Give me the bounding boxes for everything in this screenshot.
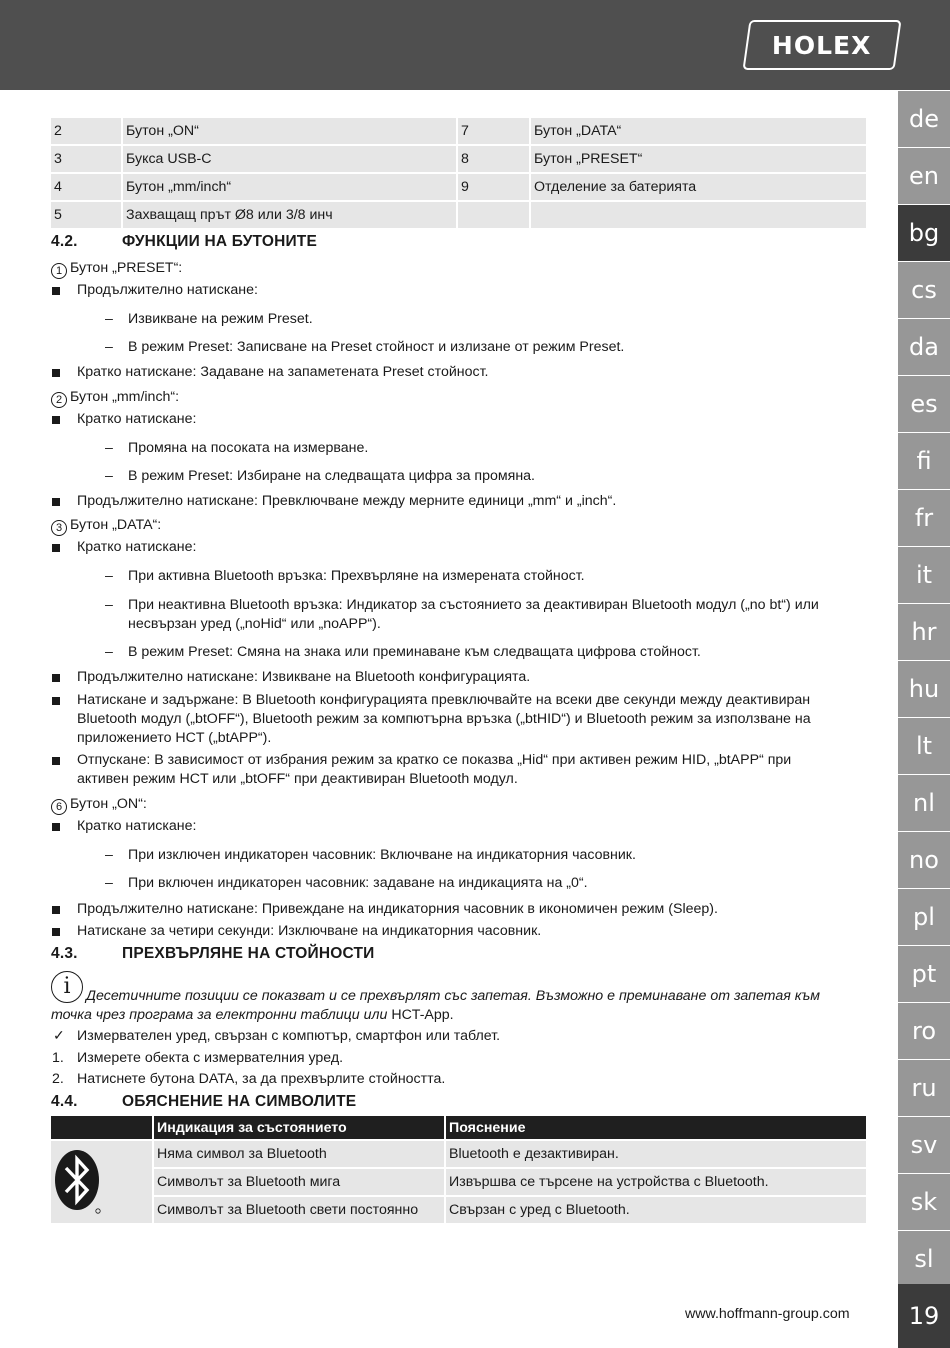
table-row — [51, 1167, 866, 1195]
table-cell: 9 — [458, 174, 531, 200]
footer-url[interactable]: www.hoffmann-group.com — [685, 1306, 850, 1322]
bullet-square-icon — [52, 906, 60, 914]
lang-tab-sk[interactable]: sk — [898, 1174, 950, 1230]
lang-tab-en[interactable]: en — [898, 148, 950, 204]
data-button-heading: 3 Бутон „DATA“: — [51, 516, 161, 536]
section-heading-4-3: 4.3. ПРЕХВЪРЛЯНЕ НА СТОЙНОСТИ — [51, 945, 375, 962]
lang-tab-fr[interactable]: fr — [898, 490, 950, 546]
info-note-continuation: точка чрез програма за електронни таблици или HCT-App. — [51, 1007, 454, 1023]
list-item: Извикване на режим Preset. — [128, 311, 313, 327]
list-item: Продължително натискане: Привеждане на индикаторния часовник в икономичен режим (Sleep). — [77, 901, 718, 917]
lang-tab-pl[interactable]: pl — [898, 889, 950, 945]
symbols-table — [51, 1116, 866, 1223]
table-cell: Бутон „PRESET“ — [531, 146, 866, 172]
table-header: Индикация за състоянието — [154, 1116, 446, 1139]
lang-tab-sl[interactable]: sl — [898, 1231, 950, 1287]
bullet-square-icon — [52, 757, 60, 765]
lang-tab-ru[interactable]: ru — [898, 1060, 950, 1116]
lang-tab-de[interactable]: de — [898, 91, 950, 147]
table-row — [51, 1139, 866, 1167]
lang-tab-nl[interactable]: nl — [898, 775, 950, 831]
step-number: 2. — [52, 1071, 64, 1087]
dash-icon: – — [105, 468, 113, 484]
bluetooth-icon — [53, 1149, 101, 1215]
dash-icon: – — [105, 339, 113, 355]
table-cell: 7 — [458, 118, 531, 144]
list-item: При изключен индикаторен часовник: Включване на индикаторния часовник. — [128, 847, 636, 863]
info-icon: i — [51, 971, 83, 1003]
table-header: Пояснение — [446, 1116, 866, 1139]
preset-button-heading: 1 Бутон „PRESET“: — [51, 259, 182, 279]
bullet-square-icon — [52, 544, 60, 552]
lang-tab-sv[interactable]: sv — [898, 1117, 950, 1173]
table-cell: Няма символ за Bluetooth — [154, 1139, 446, 1167]
lang-tab-hr[interactable]: hr — [898, 604, 950, 660]
list-item: Промяна на посоката на измерване. — [128, 440, 369, 456]
dash-icon: – — [105, 847, 113, 863]
list-item: Отпускане: В зависимост от избрания режим за кратко се показва „Hid“ при активен режим HID, „btAPP“ при — [77, 752, 792, 768]
table-cell: Захващащ прът Ø8 или 3/8 инч — [123, 202, 458, 228]
mm-inch-button-heading: 2 Бутон „mm/inch“: — [51, 388, 179, 408]
table-cell: 4 — [51, 174, 123, 200]
lang-tab-bg[interactable]: bg — [898, 205, 950, 261]
page-header — [0, 0, 950, 90]
bullet-square-icon — [52, 498, 60, 506]
table-row — [51, 118, 866, 144]
list-item: При неактивна Bluetooth връзка: Индикатор за състоянието за деактивиран Bluetooth модул („no bt“) или — [128, 597, 819, 613]
list-item: В режим Preset: Избиране на следващата цифра за промяна. — [128, 468, 536, 484]
table-cell: Букса USB-C — [123, 146, 458, 172]
lang-tab-cs[interactable]: cs — [898, 262, 950, 318]
table-row — [51, 1195, 866, 1223]
page-number: 19 — [898, 1284, 950, 1348]
list-item: Кратко натискане: — [77, 411, 197, 427]
table-cell: Символът за Bluetooth свети постоянно — [154, 1195, 446, 1223]
holex-logo: HOLEX — [742, 20, 901, 70]
circled-number: 3 — [51, 520, 67, 536]
list-item-continuation: активен режим HCT или „btOFF“ при деактивиран Bluetooth модул. — [77, 771, 518, 787]
section-heading-4-2: 4.2. ФУНКЦИИ НА БУТОНИТЕ — [51, 233, 318, 250]
list-item: Натискане за четири секунди: Изключване на индикаторния часовник. — [77, 923, 542, 939]
language-sidebar — [898, 90, 950, 1348]
list-item: При активна Bluetooth връзка: Прехвърляне на измерената стойност. — [128, 568, 585, 584]
table-cell: Отделение за батерията — [531, 174, 866, 200]
table-cell: Бутон „DATA“ — [531, 118, 866, 144]
list-item: При включен индикаторен часовник: задаване на индикацията на „0“. — [128, 875, 588, 891]
list-item: Натискане и задържане: В Bluetooth конфигурацията превключвайте на всеки две секунди между деактивиран — [77, 692, 811, 708]
table-cell: 3 — [51, 146, 123, 172]
table-cell: 8 — [458, 146, 531, 172]
symbol-cell — [51, 1139, 154, 1223]
lang-tab-fi[interactable]: fi — [898, 433, 950, 489]
table-cell — [531, 202, 866, 228]
dash-icon: – — [105, 644, 113, 660]
table-cell: 2 — [51, 118, 123, 144]
list-item-continuation: Bluetooth модул („btOFF“), Bluetooth режим за компютърна връзка („btHID“) и Bluetooth режим за използване на — [77, 711, 811, 727]
info-note: Десетичните позиции се показват и се прехвърлят със запетая. Възможно е преминаване от запетая към — [86, 988, 820, 1004]
table-cell: 5 — [51, 202, 123, 228]
list-item: Продължително натискане: Превключване между мерните единици „mm“ и „inch“. — [77, 493, 617, 509]
table-cell: Извършва се търсене на устройства с Bluetooth. — [446, 1167, 866, 1195]
lang-tab-es[interactable]: es — [898, 376, 950, 432]
table-cell: Символът за Bluetooth мига — [154, 1167, 446, 1195]
bullet-square-icon — [52, 823, 60, 831]
prerequisite-item: Измервателен уред, свързан с компютър, смартфон или таблет. — [77, 1028, 501, 1044]
section-heading-4-4: 4.4. ОБЯСНЕНИЕ НА СИМВОЛИТЕ — [51, 1093, 357, 1110]
table-cell: Бутон „ON“ — [123, 118, 458, 144]
circled-number: 6 — [51, 799, 67, 815]
bullet-square-icon — [52, 697, 60, 705]
step-item: Натиснете бутона DATA, за да прехвърлите стойността. — [77, 1071, 446, 1087]
lang-tab-pt[interactable]: pt — [898, 946, 950, 1002]
list-item: В режим Preset: Записване на Preset стойност и излизане от режим Preset. — [128, 339, 625, 355]
list-item: Кратко натискане: Задаване на запаметената Preset стойност. — [77, 364, 489, 380]
dash-icon: – — [105, 875, 113, 891]
lang-tab-da[interactable]: da — [898, 319, 950, 375]
step-item: Измерете обекта с измервателния уред. — [77, 1050, 344, 1066]
dash-icon: – — [105, 597, 113, 613]
list-item: Кратко натискане: — [77, 818, 197, 834]
list-item: В режим Preset: Смяна на знака или преминаване към следващата цифрова стойност. — [128, 644, 701, 660]
bullet-square-icon — [52, 928, 60, 936]
lang-tab-it[interactable]: it — [898, 547, 950, 603]
list-item-continuation: несвързан уред („noHid“ или „noAPP“). — [128, 616, 381, 632]
bullet-square-icon — [52, 674, 60, 682]
on-button-heading: 6 Бутон „ON“: — [51, 795, 147, 815]
dash-icon: – — [105, 311, 113, 327]
dash-icon: – — [105, 568, 113, 584]
step-number: 1. — [52, 1050, 64, 1066]
table-cell: Бутон „mm/inch“ — [123, 174, 458, 200]
dash-icon: – — [105, 440, 113, 456]
bullet-square-icon — [52, 287, 60, 295]
table-row — [51, 202, 866, 228]
list-item: Продължително натискане: Извикване на Bluetooth конфигурацията. — [77, 669, 531, 685]
table-row — [51, 174, 866, 200]
table-cell — [458, 202, 531, 228]
bullet-square-icon — [52, 369, 60, 377]
circled-number: 1 — [51, 263, 67, 279]
list-item-continuation: приложението HCT („btAPP“). — [77, 730, 272, 746]
circled-number: 2 — [51, 392, 67, 408]
list-item: Кратко натискане: — [77, 539, 197, 555]
parts-table — [51, 116, 866, 230]
list-item: Продължително натискане: — [77, 282, 258, 298]
table-header-row — [51, 1116, 866, 1139]
lang-tab-hu[interactable]: hu — [898, 661, 950, 717]
check-mark-icon: ✓ — [53, 1028, 65, 1044]
bullet-square-icon — [52, 416, 60, 424]
table-cell: Свързан с уред с Bluetooth. — [446, 1195, 866, 1223]
table-cell: Bluetooth е дезактивиран. — [446, 1139, 866, 1167]
table-row — [51, 146, 866, 172]
table-header-blank — [51, 1116, 154, 1139]
lang-tab-lt[interactable]: lt — [898, 718, 950, 774]
lang-tab-ro[interactable]: ro — [898, 1003, 950, 1059]
lang-tab-no[interactable]: no — [898, 832, 950, 888]
